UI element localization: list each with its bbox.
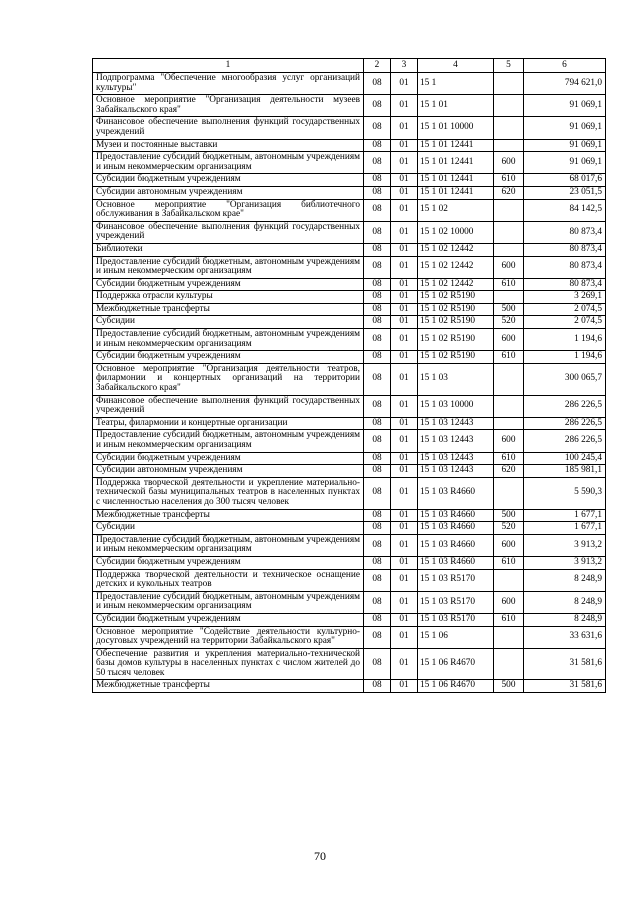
target-article-cell: 15 1 02 12442 [418, 243, 494, 256]
expense-type-cell: 610 [494, 452, 524, 465]
subsection-code-cell: 01 [391, 591, 418, 613]
amount-cell: 91 069,1 [524, 117, 606, 139]
target-article-cell: 15 1 03 R4660 [418, 477, 494, 509]
subsection-code-cell: 01 [391, 316, 418, 329]
row-name-cell: Предоставление субсидий бюджетным, автономным учреждениям и иным некоммерческим организациям [93, 152, 364, 174]
expense-type-cell: 600 [494, 152, 524, 174]
row-name-cell: Предоставление субсидий бюджетным, автономным учреждениям и иным некоммерческим организациям [93, 256, 364, 278]
table-row [93, 569, 606, 591]
table-row [93, 186, 606, 199]
section-code-cell: 08 [364, 291, 391, 304]
target-article-cell: 15 1 03 R4660 [418, 522, 494, 535]
subsection-code-cell: 01 [391, 329, 418, 351]
amount-cell: 80 873,4 [524, 221, 606, 243]
expense-type-cell: 600 [494, 591, 524, 613]
subsection-code-cell: 01 [391, 569, 418, 591]
section-code-cell: 08 [364, 522, 391, 535]
table-row [93, 395, 606, 417]
subsection-code-cell: 01 [391, 477, 418, 509]
table-row [93, 509, 606, 522]
amount-cell: 794 621,0 [524, 73, 606, 95]
row-name-cell: Межбюджетные трансферты [93, 680, 364, 693]
section-code-cell: 08 [364, 316, 391, 329]
target-article-cell: 15 1 02 10000 [418, 221, 494, 243]
column-header: 2 [364, 59, 391, 73]
amount-cell: 91 069,1 [524, 152, 606, 174]
section-code-cell: 08 [364, 395, 391, 417]
table-row [93, 556, 606, 569]
subsection-code-cell: 01 [391, 278, 418, 291]
expense-type-cell [494, 626, 524, 648]
amount-cell: 31 581,6 [524, 680, 606, 693]
amount-cell: 286 226,5 [524, 395, 606, 417]
section-code-cell: 08 [364, 363, 391, 395]
page-number: 70 [314, 849, 326, 863]
subsection-code-cell: 01 [391, 417, 418, 430]
target-article-cell: 15 1 02 R5190 [418, 291, 494, 304]
target-article-cell: 15 1 03 10000 [418, 395, 494, 417]
section-code-cell: 08 [364, 243, 391, 256]
subsection-code-cell: 01 [391, 363, 418, 395]
amount-cell: 2 074,5 [524, 303, 606, 316]
subsection-code-cell: 01 [391, 73, 418, 95]
table-row [93, 430, 606, 452]
row-name-cell: Поддержка отрасли культуры [93, 291, 364, 304]
row-name-cell: Поддержка творческой деятельности и укрепление материально-технической базы муниципальных театров в населенных пунктах с численностью населения до 300 тысяч человек [93, 477, 364, 509]
row-name-cell: Финансовое обеспечение выполнения функций государственных учреждений [93, 395, 364, 417]
expense-type-cell: 610 [494, 174, 524, 187]
row-name-cell: Подпрограмма "Обеспечение многообразия услуг организаций культуры" [93, 73, 364, 95]
section-code-cell: 08 [364, 477, 391, 509]
section-code-cell: 08 [364, 591, 391, 613]
table-row [93, 329, 606, 351]
amount-cell: 3 913,2 [524, 556, 606, 569]
amount-cell: 68 017,6 [524, 174, 606, 187]
section-code-cell: 08 [364, 139, 391, 152]
section-code-cell: 08 [364, 186, 391, 199]
target-article-cell: 15 1 03 R4660 [418, 556, 494, 569]
subsection-code-cell: 01 [391, 95, 418, 117]
table-row [93, 199, 606, 221]
section-code-cell: 08 [364, 256, 391, 278]
target-article-cell: 15 1 02 12442 [418, 256, 494, 278]
amount-cell: 84 142,5 [524, 199, 606, 221]
table-row [93, 648, 606, 680]
target-article-cell: 15 1 03 12443 [418, 417, 494, 430]
expense-type-cell [494, 221, 524, 243]
section-code-cell: 08 [364, 465, 391, 478]
table-row [93, 139, 606, 152]
subsection-code-cell: 01 [391, 221, 418, 243]
table-row [93, 152, 606, 174]
section-code-cell: 08 [364, 152, 391, 174]
target-article-cell: 15 1 03 12443 [418, 465, 494, 478]
row-name-cell: Библиотеки [93, 243, 364, 256]
row-name-cell: Предоставление субсидий бюджетным, автономным учреждениям и иным некоммерческим организациям [93, 534, 364, 556]
amount-cell: 8 248,9 [524, 591, 606, 613]
subsection-code-cell: 01 [391, 522, 418, 535]
target-article-cell: 15 1 02 12442 [418, 278, 494, 291]
amount-cell: 100 245,4 [524, 452, 606, 465]
target-article-cell: 15 1 06 R4670 [418, 680, 494, 693]
row-name-cell: Основное мероприятие "Содействие деятельности культурно-досуговых учреждений на территории Забайкальского края" [93, 626, 364, 648]
subsection-code-cell: 01 [391, 556, 418, 569]
target-article-cell: 15 1 06 R4670 [418, 648, 494, 680]
row-name-cell: Субсидии бюджетным учреждениям [93, 278, 364, 291]
table-row [93, 174, 606, 187]
target-article-cell: 15 1 03 [418, 363, 494, 395]
section-code-cell: 08 [364, 221, 391, 243]
section-code-cell: 08 [364, 278, 391, 291]
amount-cell: 5 590,3 [524, 477, 606, 509]
amount-cell: 286 226,5 [524, 430, 606, 452]
target-article-cell: 15 1 01 [418, 95, 494, 117]
subsection-code-cell: 01 [391, 199, 418, 221]
table-row [93, 316, 606, 329]
table-row [93, 291, 606, 304]
expense-type-cell: 610 [494, 613, 524, 626]
table-row [93, 243, 606, 256]
expense-type-cell: 620 [494, 186, 524, 199]
amount-cell: 3 913,2 [524, 534, 606, 556]
target-article-cell: 15 1 03 12443 [418, 430, 494, 452]
table-row [93, 73, 606, 95]
table-row [93, 591, 606, 613]
expense-type-cell: 600 [494, 256, 524, 278]
target-article-cell: 15 1 02 R5190 [418, 351, 494, 364]
subsection-code-cell: 01 [391, 152, 418, 174]
expense-type-cell: 520 [494, 522, 524, 535]
subsection-code-cell: 01 [391, 117, 418, 139]
expense-type-cell: 520 [494, 316, 524, 329]
expense-type-cell: 500 [494, 303, 524, 316]
expense-type-cell: 620 [494, 465, 524, 478]
expense-type-cell [494, 95, 524, 117]
table-row [93, 95, 606, 117]
subsection-code-cell: 01 [391, 395, 418, 417]
subsection-code-cell: 01 [391, 534, 418, 556]
target-article-cell: 15 1 [418, 73, 494, 95]
expense-type-cell: 500 [494, 680, 524, 693]
amount-cell: 1 194,6 [524, 329, 606, 351]
expense-type-cell: 600 [494, 534, 524, 556]
row-name-cell: Предоставление субсидий бюджетным, автономным учреждениям и иным некоммерческим организациям [93, 329, 364, 351]
table-row [93, 680, 606, 693]
expense-type-cell [494, 73, 524, 95]
amount-cell: 1 677,1 [524, 509, 606, 522]
amount-cell: 286 226,5 [524, 417, 606, 430]
subsection-code-cell: 01 [391, 648, 418, 680]
row-name-cell: Финансовое обеспечение выполнения функций государственных учреждений [93, 117, 364, 139]
section-code-cell: 08 [364, 534, 391, 556]
target-article-cell: 15 1 03 12443 [418, 452, 494, 465]
subsection-code-cell: 01 [391, 430, 418, 452]
amount-cell: 185 981,1 [524, 465, 606, 478]
target-article-cell: 15 1 06 [418, 626, 494, 648]
target-article-cell: 15 1 02 R5190 [418, 316, 494, 329]
amount-cell: 300 065,7 [524, 363, 606, 395]
section-code-cell: 08 [364, 452, 391, 465]
row-name-cell: Основное мероприятие "Организация библиотечного обслуживания в Забайкальском крае" [93, 199, 364, 221]
target-article-cell: 15 1 03 R5170 [418, 591, 494, 613]
row-name-cell: Музеи и постоянные выставки [93, 139, 364, 152]
table-row [93, 522, 606, 535]
expense-type-cell: 610 [494, 351, 524, 364]
table-row [93, 626, 606, 648]
expense-type-cell [494, 569, 524, 591]
expense-type-cell: 610 [494, 556, 524, 569]
row-name-cell: Субсидии [93, 522, 364, 535]
budget-table [92, 58, 606, 693]
row-name-cell: Субсидии бюджетным учреждениям [93, 174, 364, 187]
subsection-code-cell: 01 [391, 291, 418, 304]
table-row [93, 363, 606, 395]
row-name-cell: Субсидии бюджетным учреждениям [93, 452, 364, 465]
section-code-cell: 08 [364, 556, 391, 569]
row-name-cell: Основное мероприятие "Организация деятельности музеев Забайкальского края" [93, 95, 364, 117]
amount-cell: 33 631,6 [524, 626, 606, 648]
amount-cell: 91 069,1 [524, 95, 606, 117]
expense-type-cell [494, 117, 524, 139]
table-row [93, 477, 606, 509]
amount-cell: 31 581,6 [524, 648, 606, 680]
expense-type-cell [494, 395, 524, 417]
amount-cell: 1 194,6 [524, 351, 606, 364]
section-code-cell: 08 [364, 174, 391, 187]
expense-type-cell [494, 363, 524, 395]
subsection-code-cell: 01 [391, 303, 418, 316]
row-name-cell: Субсидии автономным учреждениям [93, 186, 364, 199]
row-name-cell: Субсидии бюджетным учреждениям [93, 613, 364, 626]
section-code-cell: 08 [364, 417, 391, 430]
subsection-code-cell: 01 [391, 174, 418, 187]
subsection-code-cell: 01 [391, 613, 418, 626]
target-article-cell: 15 1 01 10000 [418, 117, 494, 139]
subsection-code-cell: 01 [391, 626, 418, 648]
expense-type-cell [494, 139, 524, 152]
amount-cell: 8 248,9 [524, 569, 606, 591]
subsection-code-cell: 01 [391, 465, 418, 478]
section-code-cell: 08 [364, 73, 391, 95]
row-name-cell: Субсидии автономным учреждениям [93, 465, 364, 478]
table-row [93, 417, 606, 430]
table-row [93, 452, 606, 465]
target-article-cell: 15 1 03 R5170 [418, 569, 494, 591]
expense-type-cell: 500 [494, 509, 524, 522]
target-article-cell: 15 1 02 [418, 199, 494, 221]
target-article-cell: 15 1 01 12441 [418, 186, 494, 199]
table-row [93, 303, 606, 316]
subsection-code-cell: 01 [391, 351, 418, 364]
table-row [93, 256, 606, 278]
amount-cell: 2 074,5 [524, 316, 606, 329]
subsection-code-cell: 01 [391, 243, 418, 256]
row-name-cell: Обеспечение развития и укрепления материально-технической базы домов культуры в населенных пунктах с числом жителей до 50 тысяч человек [93, 648, 364, 680]
amount-cell: 80 873,4 [524, 243, 606, 256]
subsection-code-cell: 01 [391, 680, 418, 693]
row-name-cell: Основное мероприятие "Организация деятельности театров, филармонии и концертных организаций на территории Забайкальского края" [93, 363, 364, 395]
column-header: 1 [93, 59, 364, 73]
section-code-cell: 08 [364, 569, 391, 591]
target-article-cell: 15 1 01 12441 [418, 152, 494, 174]
table-row [93, 534, 606, 556]
section-code-cell: 08 [364, 95, 391, 117]
column-header: 6 [524, 59, 606, 73]
amount-cell: 23 051,5 [524, 186, 606, 199]
amount-cell: 3 269,1 [524, 291, 606, 304]
section-code-cell: 08 [364, 303, 391, 316]
target-article-cell: 15 1 01 12441 [418, 139, 494, 152]
table-row [93, 117, 606, 139]
row-name-cell: Субсидии бюджетным учреждениям [93, 556, 364, 569]
expense-type-cell [494, 243, 524, 256]
column-header: 5 [494, 59, 524, 73]
row-name-cell: Предоставление субсидий бюджетным, автономным учреждениям и иным некоммерческим организациям [93, 430, 364, 452]
expense-type-cell [494, 648, 524, 680]
table-row [93, 278, 606, 291]
section-code-cell: 08 [364, 329, 391, 351]
expense-type-cell [494, 199, 524, 221]
section-code-cell: 08 [364, 680, 391, 693]
row-name-cell: Поддержка творческой деятельности и техническое оснащение детских и кукольных театров [93, 569, 364, 591]
expense-type-cell [494, 417, 524, 430]
column-header: 3 [391, 59, 418, 73]
expense-type-cell [494, 477, 524, 509]
section-code-cell: 08 [364, 199, 391, 221]
subsection-code-cell: 01 [391, 256, 418, 278]
amount-cell: 80 873,4 [524, 278, 606, 291]
target-article-cell: 15 1 03 R4660 [418, 509, 494, 522]
header-row [93, 59, 606, 73]
section-code-cell: 08 [364, 613, 391, 626]
expense-type-cell: 600 [494, 329, 524, 351]
expense-type-cell [494, 291, 524, 304]
row-name-cell: Предоставление субсидий бюджетным, автономным учреждениям и иным некоммерческим организациям [93, 591, 364, 613]
amount-cell: 80 873,4 [524, 256, 606, 278]
section-code-cell: 08 [364, 648, 391, 680]
target-article-cell: 15 1 01 12441 [418, 174, 494, 187]
row-name-cell: Финансовое обеспечение выполнения функций государственных учреждений [93, 221, 364, 243]
subsection-code-cell: 01 [391, 452, 418, 465]
expense-type-cell: 610 [494, 278, 524, 291]
amount-cell: 1 677,1 [524, 522, 606, 535]
row-name-cell: Субсидии [93, 316, 364, 329]
table-body [93, 73, 606, 693]
table-row [93, 613, 606, 626]
section-code-cell: 08 [364, 351, 391, 364]
row-name-cell: Межбюджетные трансферты [93, 509, 364, 522]
target-article-cell: 15 1 03 R5170 [418, 613, 494, 626]
table-row [93, 465, 606, 478]
section-code-cell: 08 [364, 430, 391, 452]
target-article-cell: 15 1 02 R5190 [418, 329, 494, 351]
row-name-cell: Субсидии бюджетным учреждениям [93, 351, 364, 364]
expense-type-cell: 600 [494, 430, 524, 452]
row-name-cell: Межбюджетные трансферты [93, 303, 364, 316]
amount-cell: 91 069,1 [524, 139, 606, 152]
subsection-code-cell: 01 [391, 186, 418, 199]
table-row [93, 351, 606, 364]
section-code-cell: 08 [364, 509, 391, 522]
subsection-code-cell: 01 [391, 139, 418, 152]
amount-cell: 8 248,9 [524, 613, 606, 626]
row-name-cell: Театры, филармонии и концертные организации [93, 417, 364, 430]
column-header: 4 [418, 59, 494, 73]
target-article-cell: 15 1 03 R4660 [418, 534, 494, 556]
section-code-cell: 08 [364, 117, 391, 139]
table-row [93, 221, 606, 243]
section-code-cell: 08 [364, 626, 391, 648]
subsection-code-cell: 01 [391, 509, 418, 522]
target-article-cell: 15 1 02 R5190 [418, 303, 494, 316]
